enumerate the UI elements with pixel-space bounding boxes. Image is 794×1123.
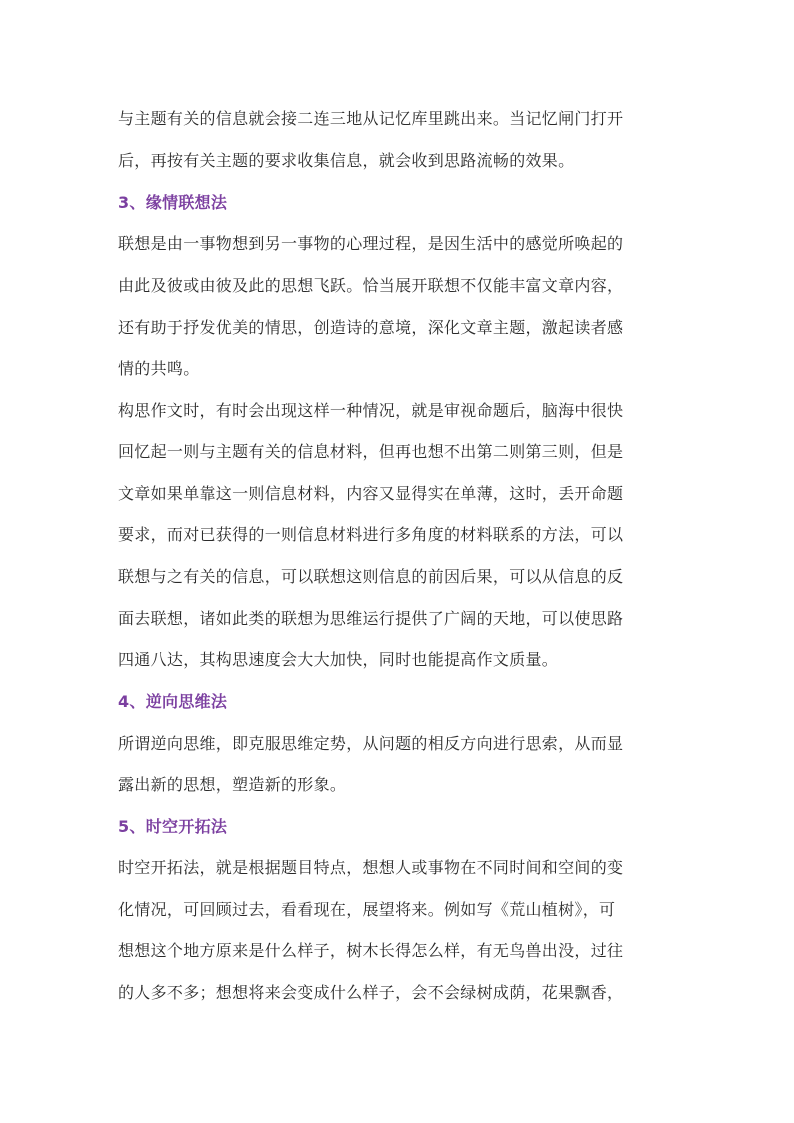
paragraph-line: 情的共鸣。: [118, 359, 200, 378]
paragraph-line: 化情况，可回顾过去，看看现在，展望将来。例如写《荒山植树》，可: [118, 900, 616, 919]
paragraph-line: 的人多不多；想想将来会变成什么样子，会不会绿树成荫，花果飘香，: [118, 983, 624, 1002]
paragraph-line: 联想与之有关的信息，可以联想这则信息的前因后果，可以从信息的反: [118, 567, 624, 586]
paragraph-line: 时空开拓法，就是根据题目特点，想想人或事物在不同时间和空间的变: [118, 858, 624, 877]
paragraph-line: 后，再按有关主题的要求收集信息，就会收到思路流畅的效果。: [118, 151, 575, 170]
paragraph-line: 文章如果单靠这一则信息材料，内容又显得实在单薄，这时，丢开命题: [118, 484, 624, 503]
paragraph-line: 露出新的思想，塑造新的形象。: [118, 775, 347, 794]
paragraph-line: 面去联想，诸如此类的联想为思维运行提供了广阔的天地，可以使思路: [118, 609, 624, 628]
paragraph-line: 想想这个地方原来是什么样子，树木长得怎么样，有无鸟兽出没，过往: [118, 941, 624, 960]
paragraph-line: 回忆起一则与主题有关的信息材料，但再也想不出第二则第三则，但是: [118, 442, 624, 461]
paragraph-line: 四通八达，其构思速度会大大加快，同时也能提高作文质量。: [118, 650, 559, 669]
paragraph-line: 由此及彼或由彼及此的思想飞跃。恰当展开联想不仅能丰富文章内容，: [118, 276, 624, 295]
paragraph-line: 联想是由一事物想到另一事物的心理过程，是因生活中的感觉所唤起的: [118, 234, 624, 253]
paragraph-line: 还有助于抒发优美的情思，创造诗的意境，深化文章主题，激起读者感: [118, 318, 624, 337]
section-heading: 4、逆向思维法: [118, 692, 228, 711]
paragraph-line: 与主题有关的信息就会接二连三地从记忆库里跳出来。当记忆闸门打开: [118, 109, 624, 128]
section-heading: 3、缘情联想法: [118, 193, 228, 212]
paragraph-line: 构思作文时，有时会出现这样一种情况，就是审视命题后，脑海中很快: [118, 401, 624, 420]
section-heading: 5、时空开拓法: [118, 817, 228, 836]
paragraph-line: 所谓逆向思维，即克服思维定势，从问题的相反方向进行思索，从而显: [118, 734, 624, 753]
paragraph-line: 要求，而对已获得的一则信息材料进行多角度的材料联系的方法，可以: [118, 525, 624, 544]
